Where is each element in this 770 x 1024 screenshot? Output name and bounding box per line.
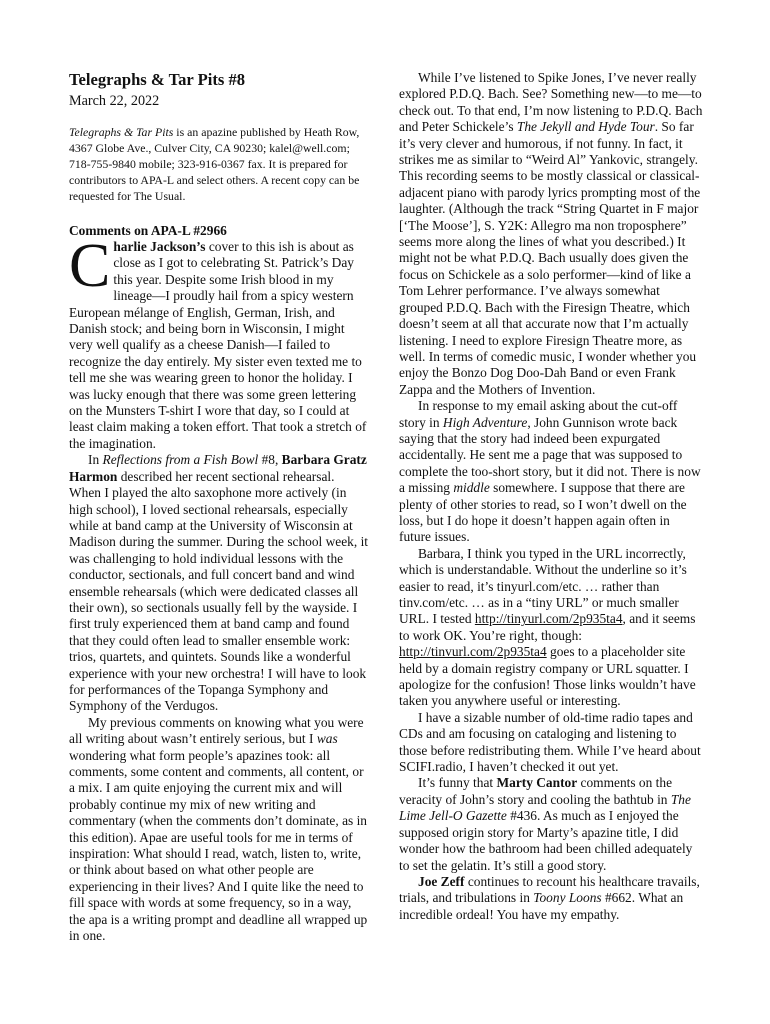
paragraph-text: #8, <box>258 452 282 468</box>
paragraph-text: It’s funny that <box>418 775 497 791</box>
right-column <box>399 70 704 923</box>
paragraph-text: In response to my email asking about the cut-off story in <box>399 398 678 430</box>
paragraph-url <box>399 546 704 710</box>
emphasis-was: was <box>316 731 338 747</box>
paragraph-radio <box>399 710 704 776</box>
colophon-text: is an apazine published by Heath Row, 4367 Globe Ave., Culver City, CA 90230; kalel@well.com; 718-755-9840 mobile; 323-916-0367 fax. It is prepared for contributors to APA-L and select others. A recent copy can be requested for The Usual. <box>69 125 360 203</box>
paragraph-text: Barbara, I think you typed in the URL incorrectly, which is understandable. Without the underline so it’s easier to read, it’s tinyurl.com/etc. … rather than tinv.com/etc. … as in a “tiny URL” or much smaller URL. I tested <box>399 545 687 627</box>
paragraph-text: cover to this ish is about as close as I got to celebrating St. Patrick’s Day this year. Despite some Irish blood in my lineage—I proudly hail from a spicy western European mélange of English, German, Irish, and Danish stock; and being born in Wisconsin, I might very well qualify as a cheese Danish—I failed to recognize the day entirely. My sister even texted me to tell me she was wearing green to honor the holiday. I was lucky enough that there was some green lettering on the Munsters T-shirt I wore that day, so I could at least claim making a token effort. That took a stretch of the imagination. <box>69 239 367 451</box>
drop-cap: C <box>69 232 111 300</box>
paragraph-charlie <box>69 232 369 452</box>
zine-title: Telegraphs & Tar Pits #8 <box>69 70 246 89</box>
zine-title-ref: High Adventure <box>442 414 528 430</box>
link-tinyurl[interactable]: http://tinyurl.com/2p935ta4 <box>474 611 623 627</box>
paragraph-pdq-bach <box>399 70 704 398</box>
paragraph-text: . So far it’s very clever and humorous, if not funny. In fact, it strikes me as similar to “Weird Al” Yankovic, strangely. This recording seems to be mostly classical or classical-adjacent piano with parody lyrics prompting most of the laughter. (Although the track “String Quartet in F major [‘The Moose’], S. Y2K: Allegro ma non troposphere” seems more along the lines of what you described.) It might not be what P.D.Q. Bach usually does given the focus on Schickele as a solo performer—kind of like a Tom Lehrer performance. I’ve always somewhat grouped P.D.Q. Bach with the Firesign Theatre, which doesn’t seem at all that accurate now that I’m actually listening. I need to explore Firesign Theatre more, as well. In terms of comedic music, I wonder whether you enjoy the Bonzo Dog Doo-Dah Band or even Frank Zappa and the Mothers of Invention. <box>399 119 701 397</box>
paragraph-text: My previous comments on knowing what you were all writing about wasn’t entirely serious, but I <box>69 714 364 747</box>
emphasis-middle: middle <box>453 480 490 496</box>
name-barbara: Barbara Gratz Harmon <box>69 452 367 484</box>
paragraph-text: goes to a placeholder site held by a domain registry company or URL squatter. I apologize for the confusion! Those links wouldn’t have taken you anywhere useful or interesting. <box>399 644 696 709</box>
paragraph-marty <box>399 775 704 873</box>
paragraph-text: somewhere. I suppose that there are plenty of other stories to read, so I won’t dwell on the loss, but I do hope it doesn’t happen again often in future issues. <box>399 480 687 545</box>
zine-title-ref: The Lime Jell-O Gazette <box>399 791 691 824</box>
paragraph-text: While I’ve listened to Spike Jones, I’ve never really explored P.D.Q. Bach. See? Something new—to me—to check out. To that end, I’m now listening to P.D.Q. Bach and Peter Schickele’s <box>399 70 703 135</box>
paragraph-text: , and it seems to work OK. You’re right, though: <box>399 611 696 643</box>
zine-title-ref: Reflections from a Fish Bowl <box>102 452 259 468</box>
paragraph-text: #436. As much as I enjoyed the supposed origin story for Marty’s apazine title, I did wonder how the bathroom had been chilled adequately to set the gelatin. It’s still a good story. <box>399 808 693 873</box>
paragraph-previous-comments <box>69 715 369 945</box>
paragraph-text: , John Gunnison wrote back saying that the story had indeed been expurgated accidentally. He sent me a page that was supposed to complete the too-short story, but it did not. There is now a missing <box>399 414 701 496</box>
colophon-pub-name: Telegraphs & Tar Pits <box>69 125 174 139</box>
zine-title-ref: Toony Loons <box>533 890 602 906</box>
link-tinvurl[interactable]: http://tinvurl.com/2p935ta4 <box>399 644 547 660</box>
issue-date: March 22, 2022 <box>69 93 160 109</box>
left-column <box>69 70 369 944</box>
section-heading: Comments on APA-L #2966 <box>69 223 227 238</box>
paragraph-text: #662. What an incredible ordeal! You have my empathy. <box>399 890 684 922</box>
paragraph-text: described her recent sectional rehearsal. When I played the alto saxophone more actively (in high school), I loved sectional rehearsals, especially while at band camp at the University of Wisconsin at Madison during the summer. During the school week, it was challenging to hold individual lessons with the conductor, sectionals, and full concert band and wind ensemble rehearsals (which were dedicated classes all their own), so sectionals usually fell by the wayside. I first truly experienced them at band camp and found that they could often lead to smaller ensemble work: trios, quartets, and quintets. Sounds like a wonderful experience with your new orchestra! I will have to look for performances of the Topanga Symphony and Symphony of the Verdugos. <box>69 468 369 714</box>
paragraph-high-adventure <box>399 398 704 546</box>
name-marty: Marty Cantor <box>496 775 578 791</box>
colophon <box>69 124 369 204</box>
name-joe: Joe Zeff <box>418 873 465 889</box>
paragraph-joe <box>399 874 704 923</box>
paragraph-text: comments on the veracity of John’s story and cooling the bathtub in <box>399 775 673 807</box>
paragraph-barbara <box>69 452 369 715</box>
paragraph-text: I have a sizable number of old-time radio tapes and CDs and am focusing on cataloging and listening to those before redistributing them. While I’ve heard about SCIFI.radio, I haven’t checked it out yet. <box>399 709 701 775</box>
paragraph-text: In <box>88 452 103 468</box>
name-charlie: harlie Jackson’s <box>113 239 206 254</box>
paragraph-text: continues to recount his healthcare travails, trials, and tribulations in <box>399 873 700 906</box>
album-title: The Jekyll and Hyde Tour <box>516 119 655 135</box>
paragraph-text: wondering what form people’s apazines took: all comments, some content and comments, all content, or a mix. I am quite enjoying the current mix and will probably continue my mix of new writing and commentary (when the comments don’t dominate, as in this edition). Apae are useful tools for me in terms of inspiration: What should I read, watch, listen to, write, or think about based on what other people are experiencing in their lives? And I quite like the need to fill space with words at some frequency, so in a way, the apa is a writing prompt and deadline all wrapped up in one. <box>69 747 368 944</box>
